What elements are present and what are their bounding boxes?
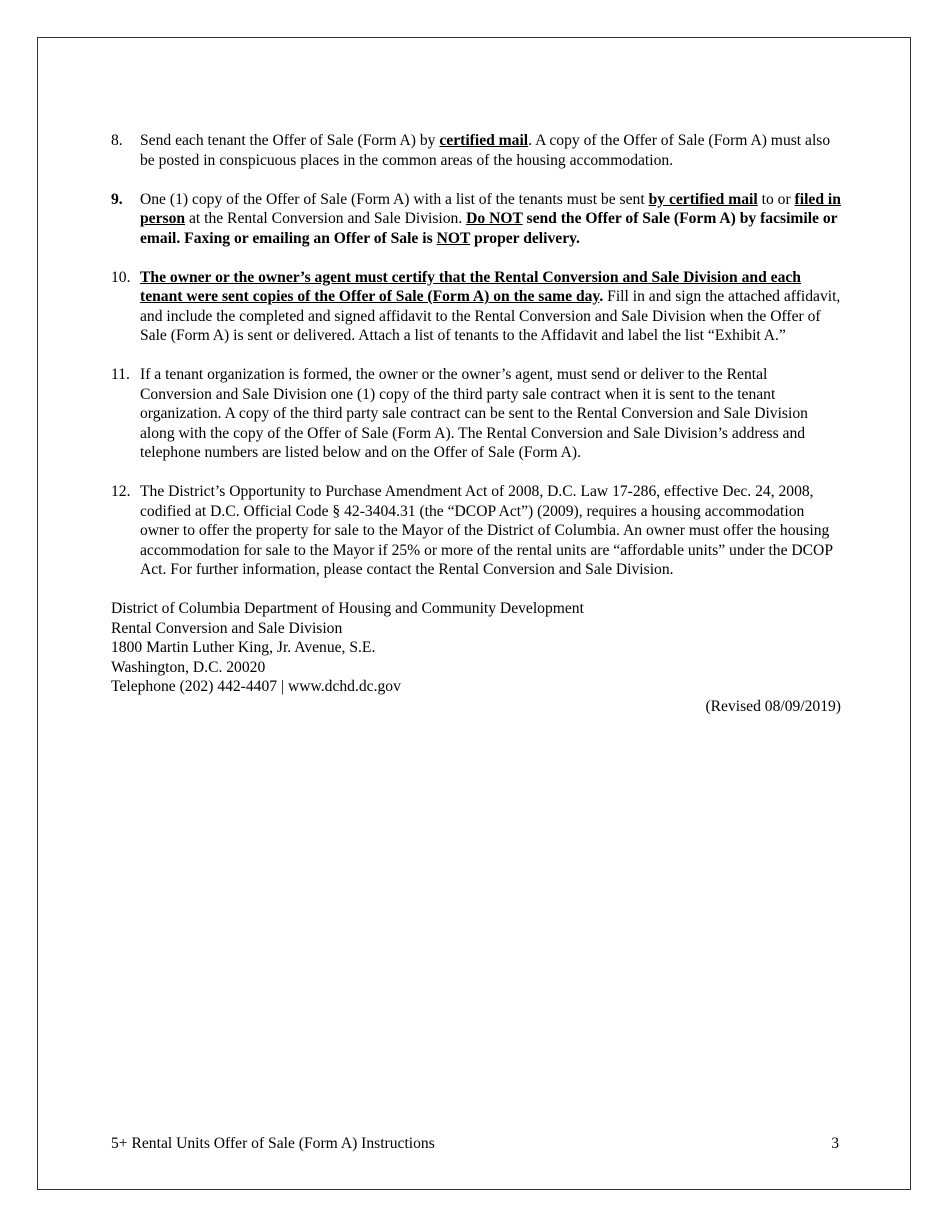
- item-text-run: Do NOT: [466, 210, 523, 227]
- item-text-run: .: [599, 288, 604, 305]
- footer-title: 5+ Rental Units Offer of Sale (Form A) Instructions: [111, 1135, 435, 1152]
- item-number: 9.: [111, 190, 123, 208]
- document-body: [111, 131, 841, 716]
- item-text-run: certified mail: [439, 132, 529, 149]
- list-item: [111, 268, 841, 346]
- revised-date: (Revised 08/09/2019): [705, 697, 841, 715]
- address-agency: District of Columbia Department of Housing and Community Development: [111, 600, 584, 617]
- item-text: [140, 268, 841, 346]
- item-number: 12.: [111, 483, 131, 500]
- item-text-run: Send each tenant the Offer of Sale (Form A) by: [140, 132, 440, 149]
- item-number: 8.: [111, 132, 123, 149]
- item-text-run: The District’s Opportunity to Purchase Amendment Act of 2008, D.C. Law 17-286, effective Dec. 24, 2008, codified at D.C. Official Code § 42-3404.31 (the “DCOP Act”) (2009), requires a housing accommodation owner to offer the property for sale to the Mayor of the District of Columbia. An owner must offer the housing accommodation for sale to the Mayor if 25% or more of the rental units are “affordable units” under the DCOP Act. For further information, please contact the Rental Conversion and Sale Division.: [140, 483, 833, 578]
- item-text-run: proper delivery.: [470, 229, 580, 247]
- item-text: [140, 482, 841, 580]
- item-text-run: by certified mail: [648, 190, 758, 208]
- instruction-list: [111, 131, 841, 580]
- list-item: [111, 131, 841, 170]
- item-text-run: at the Rental Conversion and Sale Division.: [185, 210, 467, 227]
- address-street: 1800 Martin Luther King, Jr. Avenue, S.E.: [111, 639, 376, 656]
- item-text-run: NOT: [436, 229, 471, 247]
- item-text-run: . A copy of the Offer of Sale (Form A) must also be posted in conspicuous places in the common areas of the housing accommodation.: [140, 132, 831, 169]
- item-text: [140, 190, 841, 249]
- item-text: [140, 131, 841, 170]
- list-item: [111, 365, 841, 463]
- address-city: Washington, D.C. 20020: [111, 658, 266, 676]
- item-text-run: filed in person: [140, 190, 841, 227]
- address-block: [111, 599, 841, 697]
- address-division: Rental Conversion and Sale Division: [111, 619, 343, 637]
- address-contact: Telephone (202) 442-4407 | www.dchd.dc.gov: [111, 678, 401, 695]
- list-item: [111, 482, 841, 580]
- item-text-run: One (1) copy of the Offer of Sale (Form A) with a list of the tenants must be sent: [140, 190, 649, 208]
- item-number: 11.: [111, 366, 130, 383]
- item-text-run: The owner or the owner’s agent must certify that the Rental Conversion and Sale Division and each tenant were sent copies of the Offer of Sale (Form A) on the same day: [140, 268, 801, 305]
- item-text-run: send the Offer of Sale (Form A) by facsimile or email. Faxing or emailing an Offer of Sale is: [140, 210, 838, 247]
- item-number: 10.: [111, 268, 131, 286]
- item-text: [140, 365, 841, 463]
- page-number: 3: [831, 1135, 839, 1152]
- item-text-run: Fill in and sign the attached affidavit, and include the completed and signed affidavit to the Rental Conversion and Sale Division when the Offer of Sale (Form A) is sent or delivered. Attach a list of tenants to the Affidavit and label the list “Exhibit A.”: [140, 288, 841, 344]
- list-item: [111, 190, 841, 249]
- item-text-run: If a tenant organization is formed, the owner or the owner’s agent, must send or deliver to the Rental Conversion and Sale Division one (1) copy of the third party sale contract when it is sent to the tenant organization. A copy of the third party sale contract can be sent to the Rental Conversion and Sale Division along with the copy of the Offer of Sale (Form A). The Rental Conversion and Sale Division’s address and telephone numbers are listed below and on the Offer of Sale (Form A).: [140, 366, 808, 461]
- item-text-run: to or: [757, 190, 795, 208]
